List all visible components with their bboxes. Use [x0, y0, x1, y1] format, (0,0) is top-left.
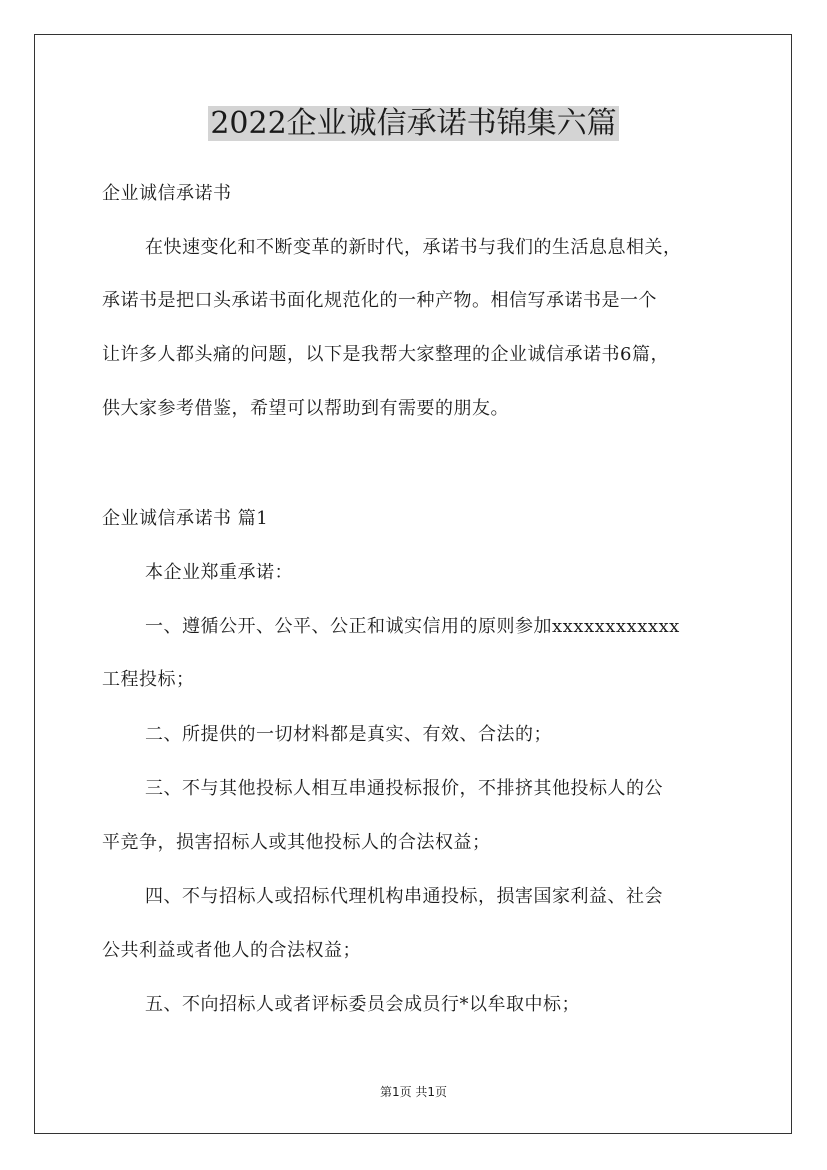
document-title: [0, 104, 827, 144]
page-footer: 第1页 共1页: [379, 1085, 448, 1099]
section-heading: 企业诚信承诺书: [102, 183, 232, 204]
paragraph-line: 二、所提供的一切材料都是真实、有效、合法的；: [145, 724, 552, 745]
paragraph-line: 一、遵循公开、公平、公正和诚实信用的原则参加xxxxxxxxxxxx: [145, 616, 680, 637]
paragraph-line: 三、不与其他投标人相互串通投标报价，不排挤其他投标人的公: [145, 778, 663, 799]
paragraph-line: 四、不与招标人或招标代理机构串通投标，损害国家利益、社会: [145, 886, 663, 907]
section-heading: 企业诚信承诺书 篇1: [102, 508, 269, 529]
paragraph-line: 五、不向招标人或者评标委员会成员行*以牟取中标；: [145, 994, 580, 1015]
paragraph-line: 本企业郑重承诺：: [145, 562, 293, 583]
paragraph-line: 让许多人都头痛的问题，以下是我帮大家整理的企业诚信承诺书6篇，: [102, 344, 669, 365]
paragraph-line: 在快速变化和不断变革的新时代，承诺书与我们的生活息息相关，: [145, 237, 682, 258]
paragraph-line: 平竞争，损害招标人或其他投标人的合法权益；: [102, 832, 491, 853]
paragraph-line: 工程投标；: [102, 669, 195, 690]
paragraph-line: 公共利益或者他人的合法权益；: [102, 940, 361, 961]
document-title-text: 2022企业诚信承诺书锦集六篇: [210, 106, 617, 141]
paragraph-line: 承诺书是把口头承诺书面化规范化的一种产物。相信写承诺书是一个: [102, 290, 657, 311]
paragraph-line: 供大家参考借鉴，希望可以帮助到有需要的朋友。: [102, 398, 509, 419]
